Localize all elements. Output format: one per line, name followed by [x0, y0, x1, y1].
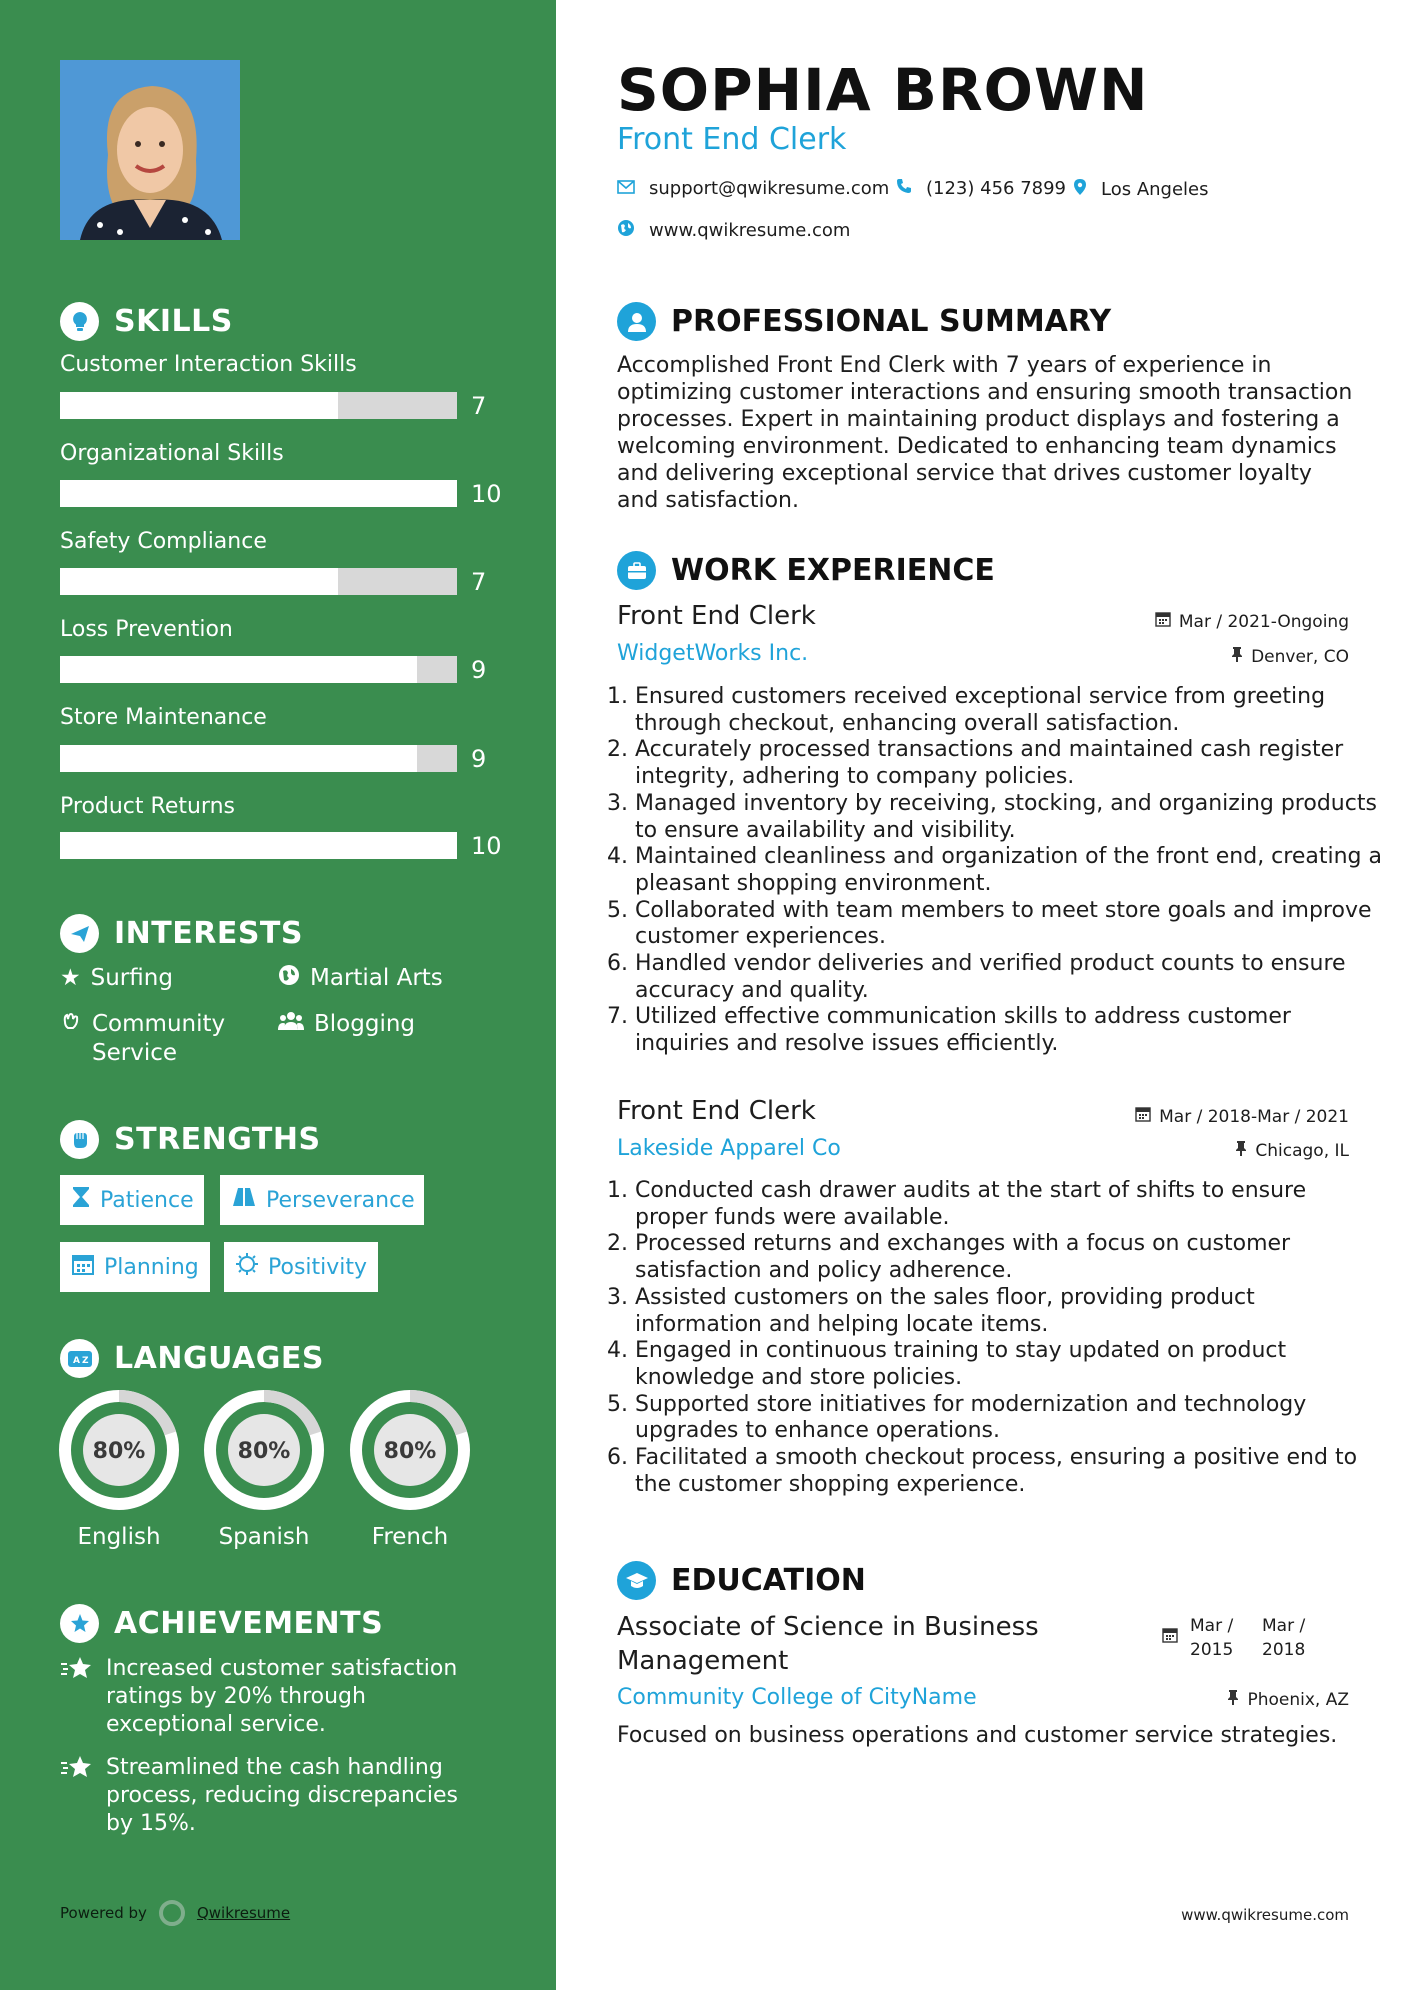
phone-icon — [896, 178, 912, 199]
interest-item — [60, 964, 173, 993]
job-company: Lakeside Apparel Co — [617, 1136, 841, 1161]
sun-icon — [236, 1253, 258, 1281]
skill-label: Safety Compliance — [60, 529, 267, 554]
interest-item — [60, 1010, 250, 1068]
skill-bar-fill — [60, 392, 338, 419]
summary-title: PROFESSIONAL SUMMARY — [671, 304, 1112, 339]
job-bullet: 6. Handled vendor deliveries and verified product counts to ensure accuracy and quality. — [635, 951, 1383, 1004]
paper-plane-icon — [60, 914, 99, 953]
briefcase-icon — [617, 551, 656, 590]
skills-title: SKILLS — [114, 304, 233, 339]
language-ring — [202, 1388, 326, 1512]
skill-label: Loss Prevention — [60, 617, 233, 642]
interest-item — [278, 1010, 415, 1040]
location-text: Los Angeles — [1101, 179, 1209, 200]
skill-bar — [60, 832, 457, 859]
job-location — [1231, 646, 1349, 667]
skill-value: 10 — [471, 832, 502, 860]
job-bullet: 3. Managed inventory by receiving, stocking, and organizing products to ensure availability and visibility. — [635, 791, 1383, 844]
interests-heading — [60, 914, 303, 953]
job-location — [1235, 1140, 1349, 1161]
languages-title: LANGUAGES — [114, 1341, 324, 1376]
pin-icon — [1227, 1689, 1239, 1710]
user-icon — [617, 302, 656, 341]
skill-value: 7 — [471, 392, 487, 420]
school-name: Community College of CityName — [617, 1685, 977, 1710]
calendar-icon — [1135, 1106, 1151, 1127]
summary-text: Accomplished Front End Clerk with 7 years of experience in optimizing customer interactions and ensuring smooth transaction processes. Expert in maintaining product displays and fostering a welcoming environment. Dedicated to enhancing team dynamics and delivering exceptional service that drives customer loyalty and satisfaction. — [617, 353, 1353, 513]
strength-label: Planning — [104, 1254, 199, 1280]
strength-label: Patience — [100, 1187, 194, 1213]
skill-label: Store Maintenance — [60, 705, 267, 730]
skill-value: 7 — [471, 568, 487, 596]
skill-label: Organizational Skills — [60, 441, 284, 466]
skills-heading — [60, 302, 233, 341]
education-location-text: Phoenix, AZ — [1247, 1689, 1349, 1710]
job-bullet: 3. Assisted customers on the sales floor, providing product information and helping locate items. — [635, 1285, 1383, 1338]
road-icon — [232, 1187, 256, 1213]
interest-label: Surfing — [90, 965, 173, 991]
education-dates — [1162, 1614, 1322, 1662]
skill-value: 10 — [471, 480, 502, 508]
job-bullet: 5. Supported store initiatives for modernization and technology upgrades to enhance operations. — [635, 1392, 1383, 1445]
hourglass-icon — [72, 1186, 90, 1214]
language-percent: 80% — [237, 1439, 291, 1464]
experience-heading — [617, 551, 995, 590]
skill-bar-fill — [60, 832, 457, 859]
achievements-title: ACHIEVEMENTS — [114, 1606, 384, 1641]
email-text[interactable]: support@qwikresume.com — [649, 178, 890, 199]
education-heading — [617, 1561, 866, 1600]
sidebar — [0, 0, 556, 1990]
strengths-title: STRENGTHS — [114, 1122, 321, 1157]
skill-bar-fill — [60, 480, 457, 507]
svg-text:A: A — [72, 1355, 80, 1366]
achievement-item — [60, 1754, 480, 1838]
job-location-text: Chicago, IL — [1255, 1140, 1349, 1161]
contact-phone — [896, 178, 1066, 199]
achievement-item — [60, 1655, 480, 1739]
education-location — [1227, 1689, 1349, 1710]
language-name: English — [77, 1524, 161, 1550]
star-burst-icon — [60, 1754, 94, 1838]
achievement-text: Increased customer satisfaction ratings by 20% through exceptional service. — [106, 1656, 458, 1737]
people-icon — [278, 1010, 304, 1040]
graduation-cap-icon — [617, 1561, 656, 1600]
qwikresume-logo-icon — [159, 1900, 185, 1926]
job-dates-text: Mar / 2021-Ongoing — [1178, 611, 1349, 632]
job-bullet: 4. Engaged in continuous training to stay updated on product knowledge and store policies. — [635, 1338, 1383, 1391]
job-bullet: 2. Processed returns and exchanges with a focus on customer satisfaction and policy adherence. — [635, 1231, 1383, 1284]
interests-title: INTERESTS — [114, 916, 303, 951]
candidate-name: SOPHIA BROWN — [617, 56, 1149, 124]
strengths-heading — [60, 1120, 321, 1159]
job-dates-text: Mar / 2018-Mar / 2021 — [1159, 1106, 1349, 1127]
job-bullets — [608, 1178, 1383, 1498]
candidate-role: Front End Clerk — [617, 122, 847, 157]
skill-bar-fill — [60, 568, 338, 595]
calendar-icon — [1162, 1614, 1178, 1662]
skill-bar — [60, 480, 457, 507]
brand-link[interactable]: Qwikresume — [196, 1904, 291, 1922]
calendar-icon — [72, 1253, 94, 1281]
powered-by — [60, 1900, 290, 1926]
strength-label: Positivity — [268, 1254, 368, 1280]
map-pin-icon — [1073, 178, 1087, 201]
language-name: French — [371, 1524, 449, 1550]
contact-website — [617, 219, 850, 242]
strength-tag — [220, 1175, 424, 1225]
languages-heading — [60, 1339, 324, 1378]
lightbulb-icon — [60, 302, 99, 341]
skill-bar — [60, 656, 457, 683]
phone-text[interactable]: (123) 456 7899 — [926, 178, 1067, 199]
calendar-icon — [1155, 611, 1171, 632]
interest-item — [278, 964, 443, 994]
strength-label: Perseverance — [266, 1187, 415, 1213]
job-bullet: 1. Ensured customers received exceptional service from greeting through checkout, enhancing overall satisfaction. — [635, 684, 1383, 737]
job-location-text: Denver, CO — [1251, 646, 1349, 667]
job-title: Front End Clerk — [617, 601, 816, 631]
language-item — [57, 1388, 181, 1550]
language-ring — [348, 1388, 472, 1512]
achievements-heading — [60, 1604, 383, 1643]
degree-title: Associate of Science in Business Management — [617, 1612, 1039, 1676]
job-company: WidgetWorks Inc. — [617, 641, 809, 666]
interest-label: Community Service — [92, 1011, 226, 1066]
language-ring — [57, 1388, 181, 1512]
svg-text:Z: Z — [81, 1355, 89, 1366]
skill-value: 9 — [471, 656, 487, 684]
language-item — [202, 1388, 326, 1550]
language-percent: 80% — [92, 1439, 146, 1464]
skill-bar — [60, 745, 457, 772]
job-bullet: 6. Facilitated a smooth checkout process, ensuring a positive end to the customer shopping experience. — [635, 1445, 1383, 1498]
envelope-icon — [617, 178, 635, 199]
job-dates — [1155, 611, 1349, 632]
strength-tag — [60, 1175, 204, 1225]
skill-label: Customer Interaction Skills — [60, 352, 357, 377]
job-bullet: 1. Conducted cash drawer audits at the start of shifts to ensure proper funds were available. — [635, 1178, 1383, 1231]
trophy-icon — [60, 1604, 99, 1643]
strength-tag — [224, 1242, 378, 1292]
summary-heading — [617, 302, 1111, 341]
job-bullet: 7. Utilized effective communication skills to address customer inquiries and resolve issues efficiently. — [635, 1004, 1383, 1057]
profile-photo — [60, 60, 240, 240]
achievement-text: Streamlined the cash handling process, reducing discrepancies by 15%. — [106, 1755, 458, 1836]
skill-bar-fill — [60, 656, 417, 683]
job-bullet: 4. Maintained cleanliness and organization of the front end, creating a pleasant shopping environment. — [635, 844, 1383, 897]
globe-icon — [278, 964, 300, 994]
interest-label: Martial Arts — [310, 965, 443, 991]
strength-tag — [60, 1242, 210, 1292]
job-dates — [1135, 1106, 1349, 1127]
skill-bar — [60, 568, 457, 595]
globe-icon — [617, 219, 635, 242]
translate-icon — [60, 1339, 99, 1378]
education-description: Focused on business operations and customer service strategies. — [617, 1723, 1338, 1748]
skill-label: Product Returns — [60, 794, 235, 819]
contact-email — [617, 178, 889, 199]
star-icon: ★ — [60, 965, 81, 991]
skill-bar-fill — [60, 745, 417, 772]
powered-by-label: Powered by — [60, 1904, 147, 1922]
skill-value: 9 — [471, 745, 487, 773]
language-name: Spanish — [218, 1524, 310, 1550]
job-title: Front End Clerk — [617, 1096, 816, 1126]
education-start: Mar / 2015 — [1190, 1616, 1234, 1660]
contact-location — [1073, 178, 1209, 201]
experience-title: WORK EXPERIENCE — [671, 553, 995, 588]
language-percent: 80% — [383, 1439, 437, 1464]
hand-icon — [60, 1010, 82, 1040]
job-bullet: 2. Accurately processed transactions and maintained cash register integrity, adhering to company policies. — [635, 737, 1383, 790]
job-bullets — [608, 684, 1383, 1058]
education-title: EDUCATION — [671, 1563, 866, 1598]
language-item — [348, 1388, 472, 1550]
skill-bar — [60, 392, 457, 419]
fist-icon — [60, 1120, 99, 1159]
pin-icon — [1235, 1140, 1247, 1161]
education-end: Mar / 2018 — [1262, 1616, 1306, 1660]
star-burst-icon — [60, 1655, 94, 1739]
interest-label: Blogging — [314, 1011, 416, 1037]
job-bullet: 5. Collaborated with team members to meet store goals and improve customer experiences. — [635, 898, 1383, 951]
pin-icon — [1231, 646, 1243, 667]
website-text[interactable]: www.qwikresume.com — [649, 220, 851, 241]
footer-url[interactable]: www.qwikresume.com — [1181, 1906, 1349, 1924]
